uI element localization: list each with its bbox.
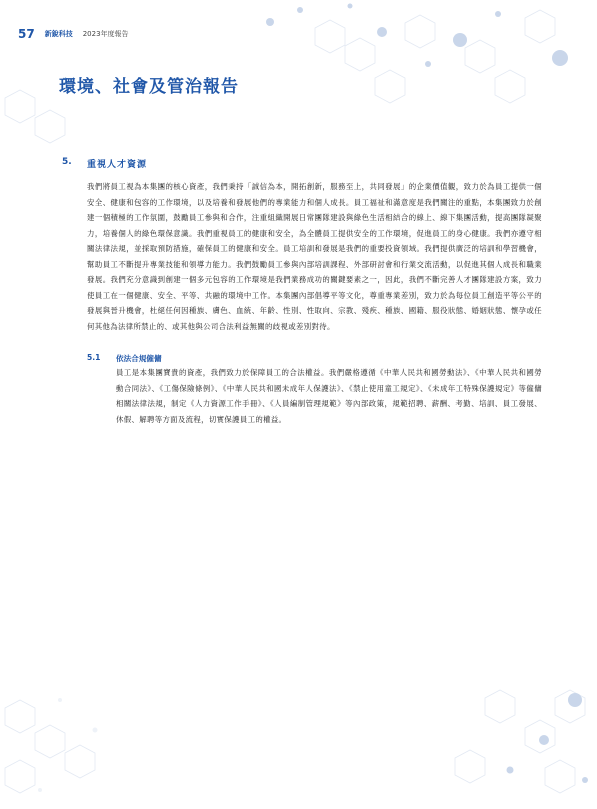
section-paragraph: 我們將員工視為本集團的核心資產，我們秉持「誠信為本，開拓創新，服務至上，共同發展」的企業價值觀，致力於為員工提供一個安全、健康和包容的工作環境，以及培養和發展他們的專業能力和個人成長。員工福祉和滿意度是我們關注的重點，本集團致力於創建一個積極的工作氛圍，鼓勵員工參與和合作，注重組織開展日常團隊建設與綠色生活相結合的線上、線下集團活動，提高團隊凝聚力，培養個人的綠色環保意識。我們重視員工的健康和安全，為全體員工提供安全的工作環境，促進員工的身心健康。我們亦遵守相關法律法規，並採取預防措施，確保員工的健康和安全。員工培訓和發展是我們的重要投資領域。我們提供廣泛的培訓和學習機會，幫助員工不斷提升專業技能和領導力能力。我們鼓勵員工參與內部培訓課程、外部研討會和行業交流活動，以促進其個人成長和職業發展。我們充分意識到創建一個多元包容的工作環境是我們業務成功的關鍵要素之一，因此，我們不斷完善人才團隊建設方案，致力使員工在一個健康、安全、平等、共融的環境中工作。本集團內部倡導平等文化，尊重專業差別，致力於為每位員工創造平等公平的發展與晉升機會，杜絕任何因種族、膚色、血統、年齡、性別、性取向、宗教、殘疾、種族、國籍、服役狀態、婚姻狀態、懷孕或任何其他為法律所禁止的、或其他與公司合法利益無關的歧視或差別對待。 bbox=[87, 182, 542, 331]
subsection-title: 依法合規僱傭 bbox=[116, 354, 162, 363]
section-number: 5. bbox=[62, 157, 72, 167]
company-name: 新銳科技 bbox=[44, 30, 73, 38]
subsection-number: 5.1 bbox=[87, 353, 101, 362]
report-name: 2023年度報告 bbox=[82, 30, 129, 38]
report-title: 環境、社會及管治報告 bbox=[59, 77, 239, 97]
section-title: 重視人才資源 bbox=[87, 160, 148, 170]
subsection-paragraph: 員工是本集團寶貴的資產，我們致力於保障員工的合法權益。我們嚴格遵循《中華人民共和國勞動法》、《中華人民共和國勞動合同法》、《工傷保險條例》、《中華人民共和國未成年人保護法》、《禁止使用童工規定》、《未成年工特殊保護規定》等僱傭相關法律法規，制定《人力資源工作手冊》、《人員編制管理規範》等內部政策，規範招聘、薪酬、考勤、培訓、員工發展、休假、解聘等方面及流程，切實保護員工的權益。 bbox=[116, 368, 542, 424]
page-header bbox=[18, 27, 129, 41]
page-number: 57 bbox=[18, 27, 35, 41]
